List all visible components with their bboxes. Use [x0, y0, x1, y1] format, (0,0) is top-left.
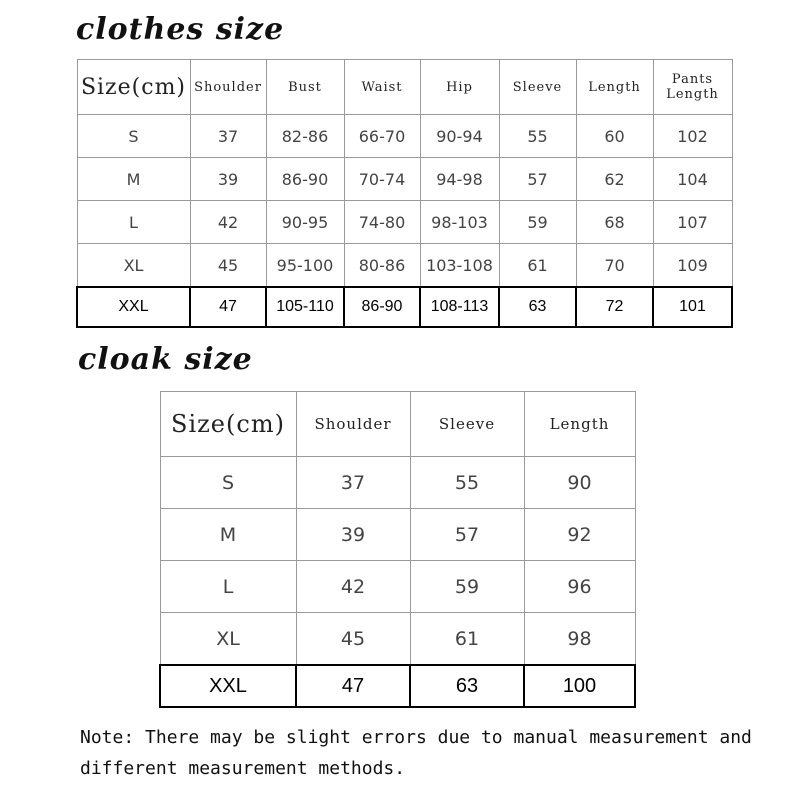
table-cell: 90-95 [266, 201, 344, 244]
size-cell: S [77, 115, 190, 158]
table-row [77, 201, 732, 244]
table-cell: 82-86 [266, 115, 344, 158]
table-cell: 108-113 [420, 287, 499, 327]
table-cell: 100 [524, 665, 635, 707]
table-cell: 105-110 [266, 287, 344, 327]
table-cell: 47 [190, 287, 266, 327]
table-cell: 55 [410, 457, 524, 509]
size-cell: L [77, 201, 190, 244]
column-header-sleeve: Sleeve [410, 392, 524, 457]
table-cell: 47 [296, 665, 410, 707]
size-cell: XL [160, 613, 296, 666]
size-cell: XL [77, 244, 190, 288]
table-cell: 92 [524, 509, 635, 561]
note-line: Note: There may be slight errors due to manual measurement and [80, 727, 752, 748]
column-header-length: Length [524, 392, 635, 457]
table-cell: 57 [499, 158, 576, 201]
column-header-shoulder: Shoulder [190, 60, 266, 115]
note-line: different measurement methods. [80, 758, 406, 779]
table-cell: 63 [410, 665, 524, 707]
table-cell: 60 [576, 115, 653, 158]
clothes-size-heading: clothes size [76, 12, 285, 47]
table-cell: 107 [653, 201, 732, 244]
table-cell: 86-90 [266, 158, 344, 201]
table-cell: 109 [653, 244, 732, 288]
column-header-size: Size(cm) [160, 392, 296, 457]
table-cell: 96 [524, 561, 635, 613]
column-header-waist: Waist [344, 60, 420, 115]
table-cell: 102 [653, 115, 732, 158]
column-header-sleeve: Sleeve [499, 60, 576, 115]
table-row [77, 115, 732, 158]
table-cell: 37 [190, 115, 266, 158]
column-header-length: Length [576, 60, 653, 115]
table-cell: 101 [653, 287, 732, 327]
column-header-size: Size(cm) [77, 60, 190, 115]
column-header-bust: Bust [266, 60, 344, 115]
table-cell: 98-103 [420, 201, 499, 244]
table-cell: 39 [190, 158, 266, 201]
table-cell: 61 [410, 613, 524, 666]
table-cell: 63 [499, 287, 576, 327]
table-row [160, 509, 635, 561]
table-row [160, 613, 635, 666]
size-cell: L [160, 561, 296, 613]
table-cell: 45 [296, 613, 410, 666]
table-cell: 55 [499, 115, 576, 158]
size-cell: M [160, 509, 296, 561]
table-cell: 80-86 [344, 244, 420, 288]
table-cell: 86-90 [344, 287, 420, 327]
table-cell: 39 [296, 509, 410, 561]
table-cell: 90 [524, 457, 635, 509]
table-cell: 72 [576, 287, 653, 327]
column-header-shoulder: Shoulder [296, 392, 410, 457]
measurement-note [80, 722, 760, 784]
size-cell: XXL [160, 665, 296, 707]
column-header-hip: Hip [420, 60, 499, 115]
table-cell: 62 [576, 158, 653, 201]
table-cell: 42 [296, 561, 410, 613]
clothes-size-table [76, 59, 733, 328]
table-cell: 104 [653, 158, 732, 201]
cloak-size-table [159, 391, 636, 708]
table-cell: 68 [576, 201, 653, 244]
table-cell: 103-108 [420, 244, 499, 288]
column-header-pants-length: Pants Length [653, 60, 732, 115]
cloak-header-row [160, 392, 635, 457]
table-cell: 70 [576, 244, 653, 288]
table-cell: 42 [190, 201, 266, 244]
table-cell: 90-94 [420, 115, 499, 158]
table-row [160, 665, 635, 707]
table-cell: 70-74 [344, 158, 420, 201]
table-row [77, 287, 732, 327]
table-cell: 45 [190, 244, 266, 288]
clothes-header-row [77, 60, 732, 115]
table-cell: 59 [410, 561, 524, 613]
size-cell: S [160, 457, 296, 509]
table-row [77, 158, 732, 201]
table-cell: 37 [296, 457, 410, 509]
table-cell: 57 [410, 509, 524, 561]
table-row [160, 561, 635, 613]
table-cell: 66-70 [344, 115, 420, 158]
table-cell: 94-98 [420, 158, 499, 201]
size-cell: M [77, 158, 190, 201]
table-row [160, 457, 635, 509]
table-cell: 61 [499, 244, 576, 288]
table-cell: 95-100 [266, 244, 344, 288]
table-cell: 59 [499, 201, 576, 244]
table-row [77, 244, 732, 288]
size-cell: XXL [77, 287, 190, 327]
cloak-size-heading: cloak size [78, 342, 253, 377]
table-cell: 98 [524, 613, 635, 666]
table-cell: 74-80 [344, 201, 420, 244]
